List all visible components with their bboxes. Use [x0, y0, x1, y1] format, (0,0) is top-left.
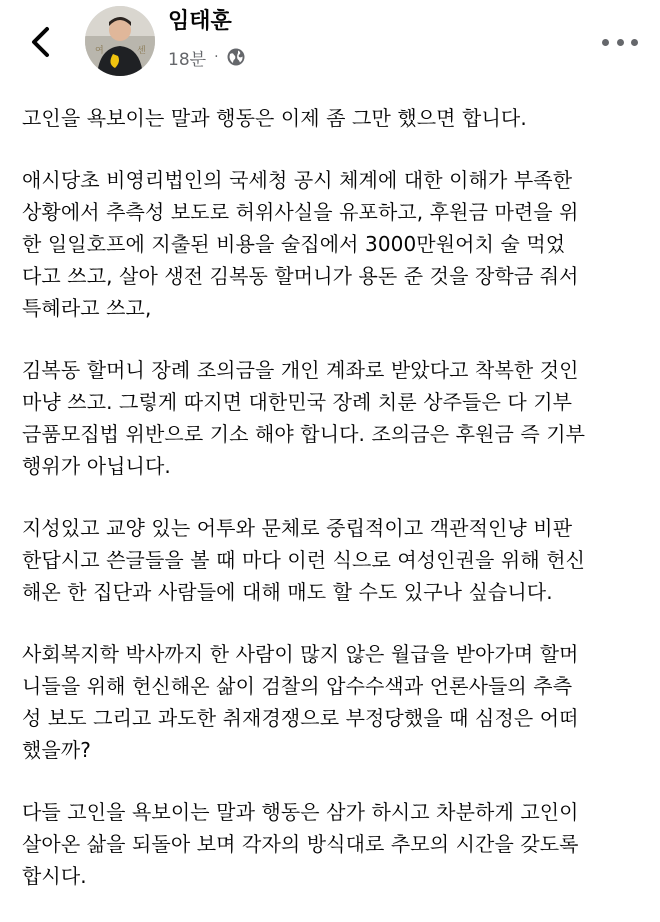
- post-line: 상황에서 추측성 보도로 허위사실을 유포하고, 후원금 마련을 위: [22, 200, 579, 224]
- post-meta: [168, 44, 246, 70]
- post-line: 지성있고 교양 있는 어투와 문체로 중립적이고 객관적인냥 비판: [22, 516, 573, 540]
- more-horizontal-icon: [602, 39, 609, 46]
- post-line: 합시다.: [22, 864, 87, 888]
- post-paragraph: [22, 102, 642, 134]
- post-paragraph: [22, 638, 642, 766]
- post-line: 한 일일호프에 지출된 비용을 술집에서 3000만원어치 술 먹었: [22, 232, 566, 256]
- post-line: 행위가 아닙니다.: [22, 454, 171, 478]
- post-line: 성 보도 그리고 과도한 취재경쟁으로 부정당했을 때 심정은 어떠: [22, 706, 579, 730]
- post-line: 다고 쓰고, 살아 생전 김복동 할머니가 용돈 준 것을 장학금 줘서: [22, 264, 579, 288]
- post-line: 마냥 쓰고. 그렇게 따지면 대한민국 장례 치룬 상주들은 다 기부: [22, 390, 573, 414]
- more-dot: [617, 39, 624, 46]
- post-line: 김복동 할머니 장례 조의금을 개인 계좌로 받았다고 착복한 것인: [22, 358, 579, 382]
- post-paragraph: [22, 354, 642, 482]
- back-button[interactable]: [22, 22, 62, 62]
- post-paragraph: [22, 512, 642, 608]
- post-line: 살아온 삶을 되돌아 보며 각자의 방식대로 추모의 시간을 갖도록: [22, 832, 579, 856]
- meta-separator: ·: [214, 49, 219, 65]
- post-paragraph: [22, 164, 642, 324]
- more-options-button[interactable]: [602, 30, 638, 54]
- more-dot: [631, 39, 638, 46]
- svg-text:센: 센: [137, 46, 146, 56]
- chevron-left-icon: [22, 22, 62, 62]
- post-text: [22, 102, 642, 922]
- author-avatar[interactable]: [85, 6, 155, 76]
- post-line: 했을까?: [22, 738, 91, 762]
- post-timestamp[interactable]: 18분: [168, 49, 207, 70]
- post-line: 한답시고 쓴글들을 볼 때 마다 이런 식으로 여성인권을 위해 헌신: [22, 548, 586, 572]
- post-line: 사회복지학 박사까지 한 사람이 많지 않은 월급을 받아가며 할머: [22, 642, 579, 666]
- author-name[interactable]: 임태훈: [168, 9, 232, 34]
- post-line: 특혜라고 쓰고,: [22, 296, 152, 320]
- post-header: [0, 0, 660, 84]
- post-line: 다들 고인을 욕보이는 말과 행동은 삼가 하시고 차분하게 고인이: [22, 800, 579, 824]
- post-line: 애시당초 비영리법인의 국세청 공시 체계에 대한 이해가 부족한: [22, 168, 573, 192]
- post-line: 금품모집법 위반으로 기소 해야 합니다. 조의금은 후원금 즉 기부: [22, 422, 586, 446]
- post-line: 니들을 위해 헌신해온 삶이 검찰의 압수수색과 언론사들의 추측: [22, 674, 573, 698]
- post-line: 해온 한 집단과 사람들에 대해 매도 할 수도 있구나 싶습니다.: [22, 580, 553, 604]
- post-line: 고인을 욕보이는 말과 행동은 이제 좀 그만 했으면 합니다.: [22, 106, 527, 130]
- globe-icon[interactable]: [226, 47, 246, 67]
- svg-text:여: 여: [95, 46, 104, 56]
- post-paragraph: [22, 796, 642, 892]
